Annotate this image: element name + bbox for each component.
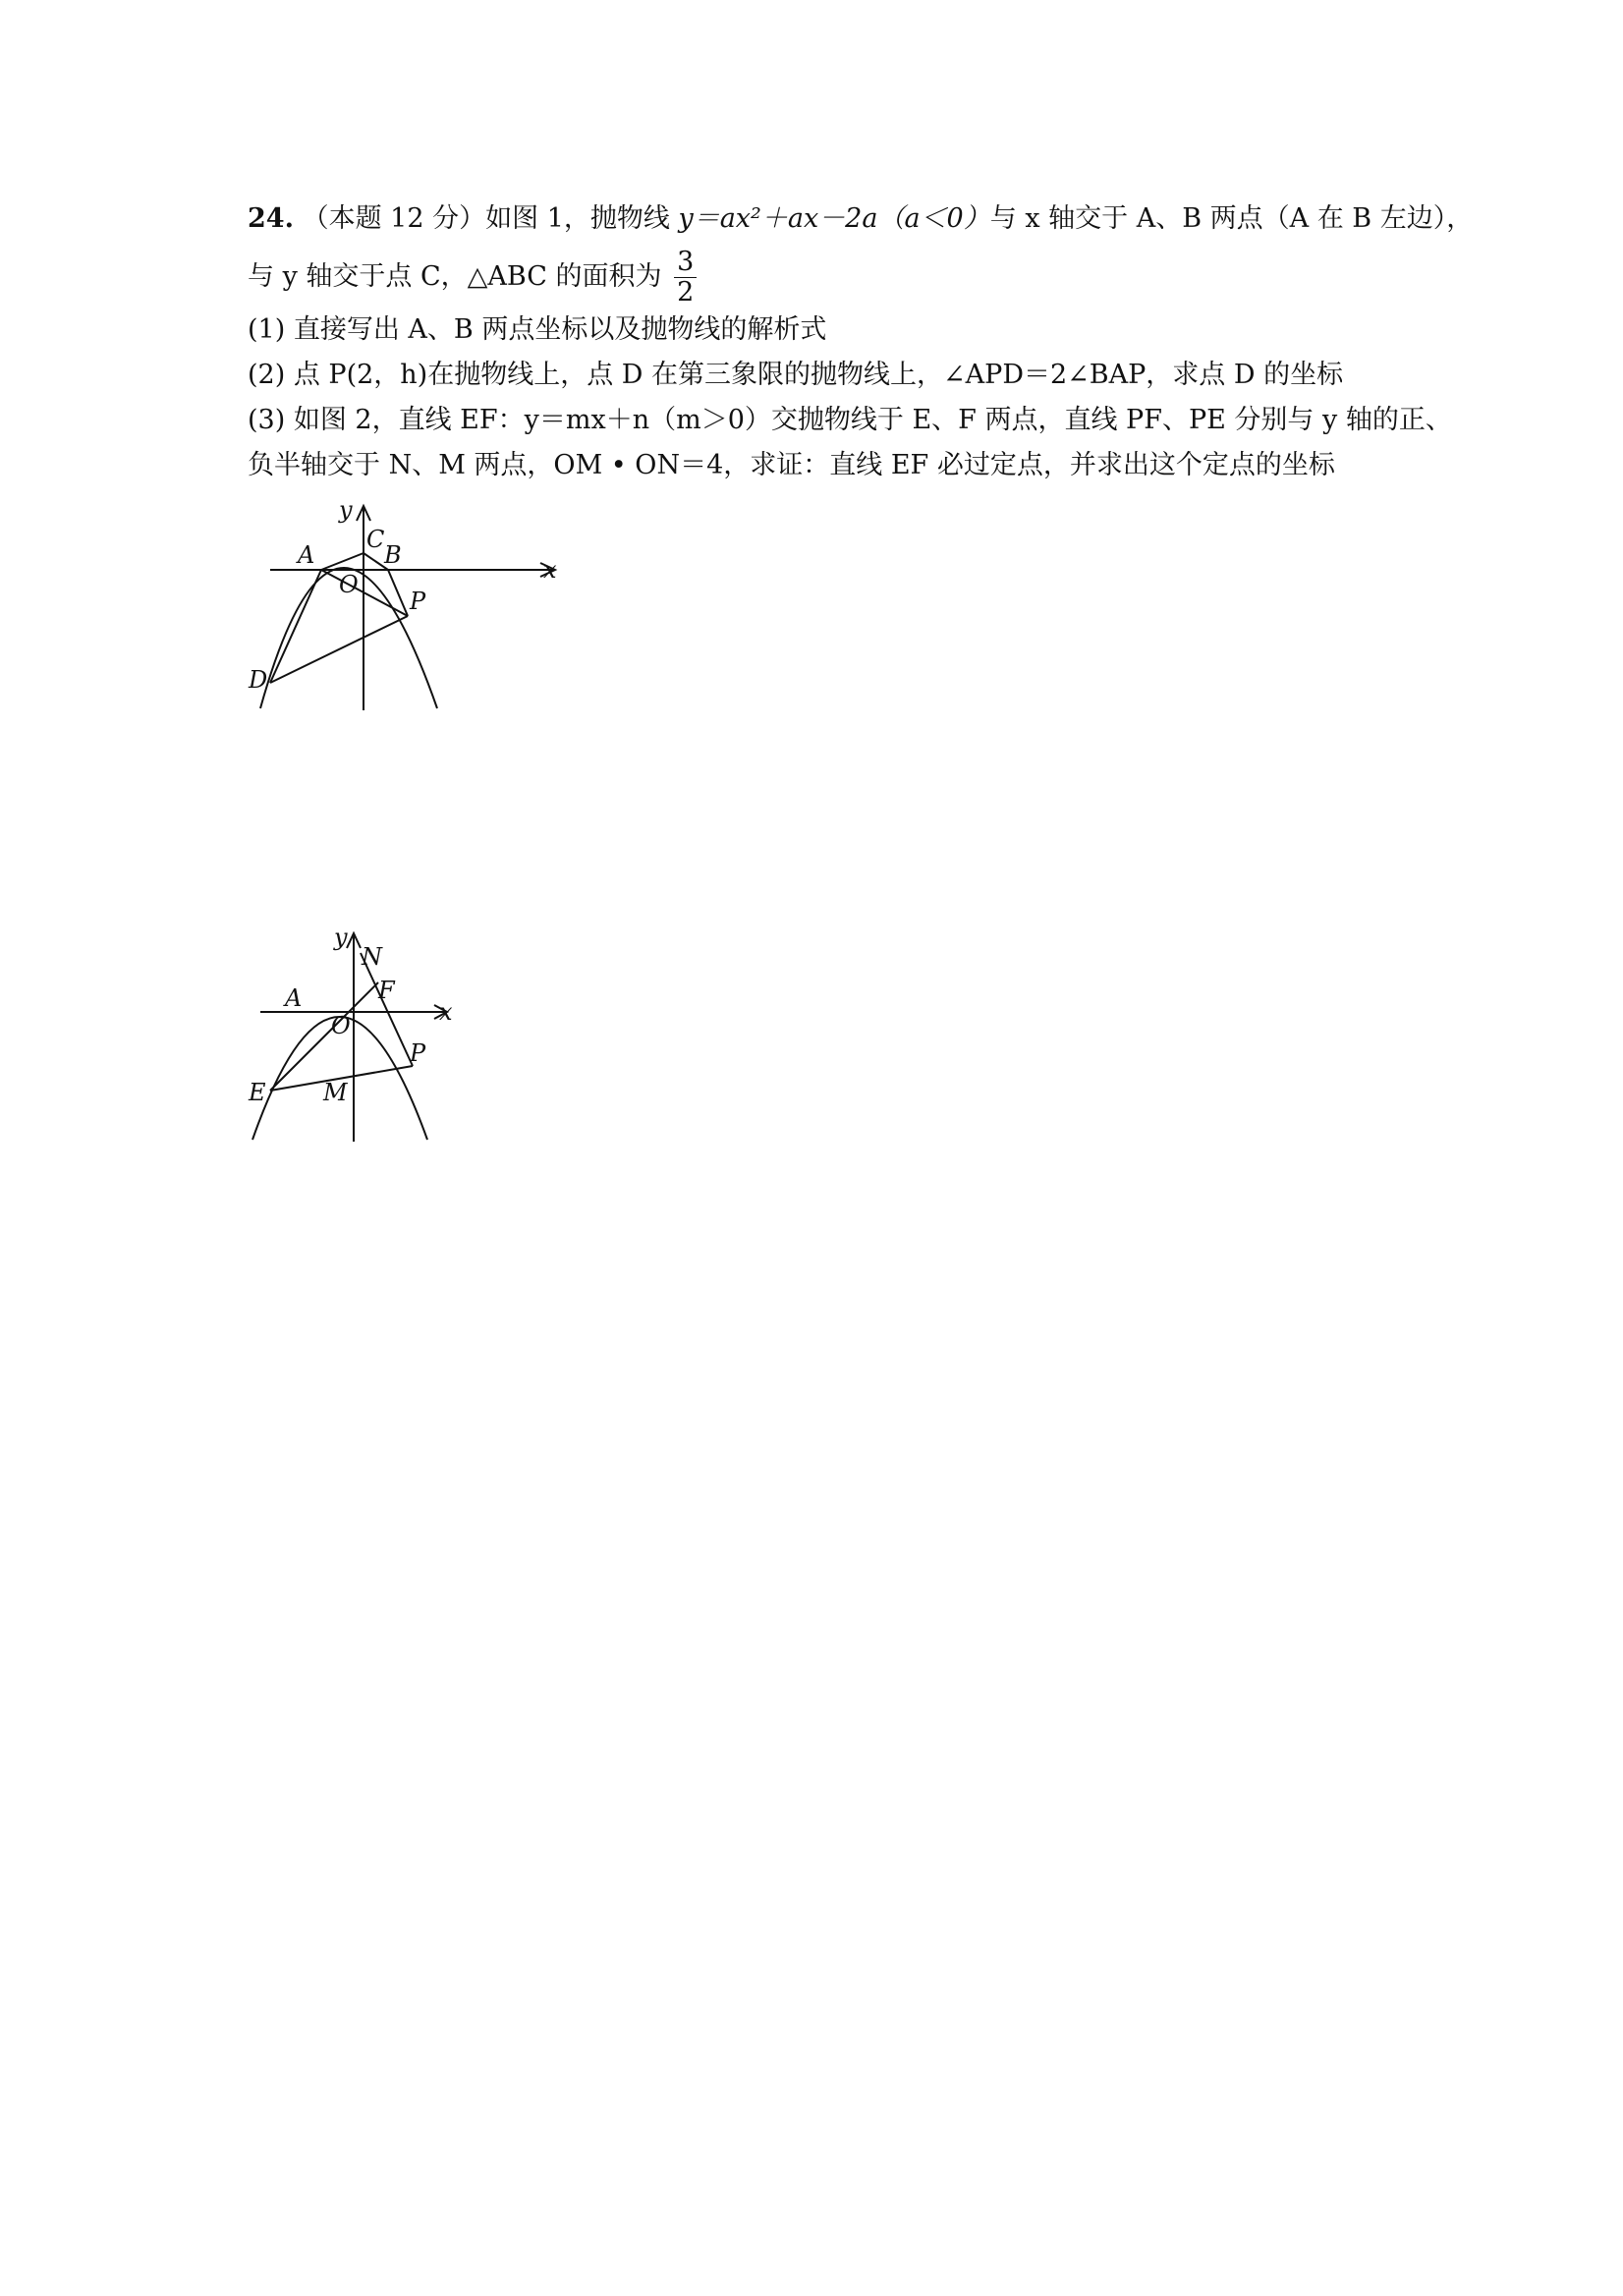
part-3-line2: 负半轴交于 N、M 两点，OM • ON＝4，求证：直线 EF 必过定点，并求出这个定点的坐标: [248, 450, 1335, 480]
label-a: A: [298, 541, 315, 569]
stem-mid: 与 x 轴交于 A、B 两点（A 在 B 左边），: [989, 203, 1474, 234]
problem-points: （本题 12 分）: [302, 203, 486, 234]
figure-1: [241, 496, 575, 712]
figure-2: [241, 924, 467, 1145]
label-x: x: [439, 998, 453, 1026]
part-1: (1) 直接写出 A、B 两点坐标以及抛物线的解析式: [248, 314, 827, 345]
stem-line2: 与 y 轴交于点 C，△ABC 的面积为: [248, 261, 662, 292]
part-3-line1: (3) 如图 2，直线 EF：y＝mx＋n（m＞0）交抛物线于 E、F 两点，直线 PF、PE 分别与 y 轴的正、: [248, 405, 1452, 435]
label-f: F: [378, 977, 395, 1004]
label-m: M: [323, 1079, 348, 1106]
label-a: A: [285, 984, 303, 1012]
stem-prefix: 如图 1，抛物线: [485, 203, 679, 234]
label-b: B: [384, 541, 402, 569]
label-p: P: [410, 588, 426, 615]
problem-number: 24: [248, 203, 285, 234]
label-y: y: [334, 924, 348, 951]
label-o: O: [339, 571, 359, 598]
parabola-equation: y＝ax²＋ax－2a（a＜0）: [678, 203, 990, 234]
area-denominator: 2: [677, 277, 695, 308]
area-numerator: 3: [674, 248, 697, 278]
part-2: (2) 点 P(2，h)在抛物线上，点 D 在第三象限的抛物线上，∠APD＝2∠BAP，求点 D 的坐标: [248, 360, 1344, 390]
problem-stem-line1: 24. （本题 12 分）如图 1，抛物线 y＝ax²＋ax－2a（a＜0）与 x 轴交于 A、B 两点（A 在 B 左边），: [248, 203, 1474, 234]
label-y: y: [339, 496, 353, 524]
label-c: C: [366, 526, 385, 553]
label-n: N: [362, 943, 382, 971]
label-o: O: [331, 1012, 351, 1039]
segment-dp: [270, 616, 408, 683]
label-x: x: [543, 556, 557, 584]
label-e: E: [249, 1079, 266, 1106]
problem-stem-line2: [248, 248, 1407, 308]
label-p: P: [410, 1039, 426, 1067]
segment-ad: [270, 570, 321, 683]
area-fraction: [674, 248, 697, 308]
segment-bp: [388, 570, 408, 616]
label-d: D: [249, 666, 268, 694]
problem-24: [248, 196, 1474, 488]
